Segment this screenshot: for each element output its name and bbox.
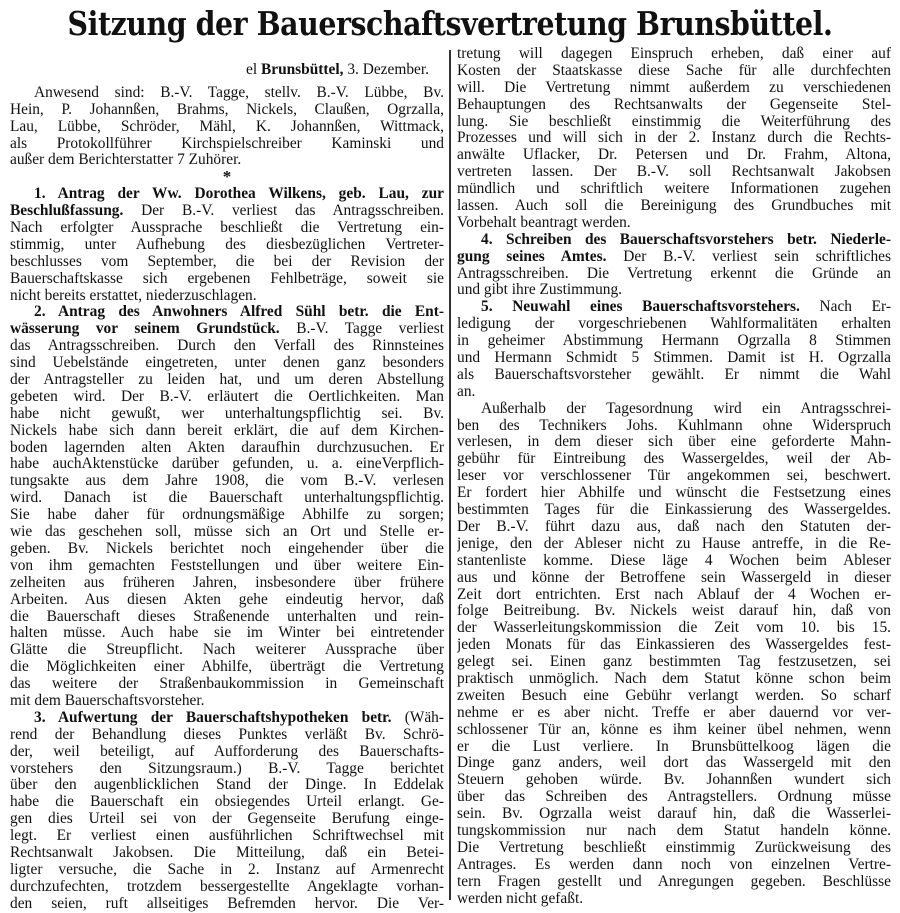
text-line: aus und könne der Betroffene sein Wassergeld in dieser bbox=[457, 569, 891, 586]
text-line bbox=[457, 299, 891, 316]
text-line: die Bauerschaft dieses Straßenende unterhalten und rein- bbox=[10, 608, 444, 625]
column-divider bbox=[449, 50, 451, 900]
item-heading: 3. Aufwertung der Bauerschaftshypotheken betr. bbox=[34, 709, 392, 726]
text-line: lassen. Auch soll die Bereinigung des Grundbuches mit bbox=[457, 198, 891, 215]
text-line: tungskommission nur nach dem Statut handeln könne. bbox=[457, 822, 891, 839]
text-line: außer dem Berichterstatter 7 Zuhörer. bbox=[10, 152, 242, 169]
text-line: beschlusses vom September, die bei der Revision der bbox=[10, 253, 444, 270]
text-line: sind Uebelstände eingetreten, unter denen ganz besonders bbox=[10, 355, 444, 372]
text-line: habe auchAktenstücke darüber gefunden, u. a. eineVerpflich- bbox=[10, 456, 444, 473]
paragraph bbox=[10, 186, 444, 304]
text-line: den seien, ruft allseitiges Befremden hervor. Die Ver- bbox=[10, 895, 444, 912]
item-heading: gung seines Amtes. bbox=[457, 248, 607, 265]
text-line: Kosten der Staatskasse diese Sache für alle durchfechten bbox=[457, 62, 891, 79]
text-line bbox=[457, 232, 891, 249]
text-line: sein. Bv. Ogrzalla weist darauf hin, daß die Wasserlei- bbox=[457, 806, 891, 823]
text-line: über das Schreiben des Antragstellers. Ordnung müsse bbox=[457, 789, 891, 806]
text-line: Arbeiten. Aus diesen Akten gehe eindeutig hervor, daß bbox=[10, 591, 444, 608]
text-line: habe nicht gewußt, wer unterhaltungspflichtig sei. Bv. bbox=[10, 405, 444, 422]
text-line: und gibt ihre Zustimmung. bbox=[457, 282, 623, 299]
paragraph bbox=[10, 85, 444, 169]
item-heading: 4. Schreiben des Bauerschaftsvorstehers betr. Niederle- bbox=[481, 231, 891, 248]
text-line: der, weil beteiligt, auf Aufforderung des Bauerschafts- bbox=[10, 743, 444, 760]
text-line: Nickels habe sich dann bereit erklärt, die auf dem Kirchen- bbox=[10, 422, 444, 439]
text-line: er die Lust verliere. In Brunsbüttelkoog lägen die bbox=[457, 738, 891, 755]
dateline-prefix: el bbox=[246, 61, 261, 78]
text-line: praktisch unmöglich. Nach dem Statut könne schon beim bbox=[457, 670, 891, 687]
text-line: Vorbehalt beantragt werden. bbox=[457, 214, 631, 231]
text-line: gebeten wird. Der B.-V. erläutert die Oertlichkeiten. Man bbox=[10, 388, 444, 405]
text-line: durchzufechten, trotzdem bessergestellte Angeklagte vorhan- bbox=[10, 878, 444, 895]
text-line: wie das geschehen soll, müsse sich an Ort und Stelle er- bbox=[10, 524, 444, 541]
text-line: ligter versuche, die Sache in 2. Instanz auf Armenrecht bbox=[10, 861, 444, 878]
text-line: anwälte Uflacker, Dr. Petersen und Dr. Frahm, Altona, bbox=[457, 147, 891, 164]
text-line: als Bauerschaftsvorsteher gewählt. Er nimmt die Wahl bbox=[457, 366, 891, 383]
text-line: Zeit dort entrichten. Erst nach Ablauf der 4 Wochen er- bbox=[457, 586, 891, 603]
text-line: zweiten Besuch eine Gebühr verlangt werden. So scharf bbox=[457, 687, 891, 704]
text-line bbox=[10, 321, 444, 338]
text-line: das weitere der Straßenbaukommission in Gemeinschaft bbox=[10, 676, 444, 693]
text-line bbox=[10, 186, 444, 203]
dateline-place: Brunsbüttel, bbox=[260, 61, 344, 78]
text-line: ledigung der vorgeschriebenen Wahlformalitäten erhalten bbox=[457, 316, 891, 333]
right-column bbox=[457, 46, 891, 907]
text-line: Außerhalb der Tagesordnung wird ein Antragsschrei- bbox=[481, 400, 891, 417]
text-line: bestimmten Tages für die Einkassierung des Wassergeldes. bbox=[457, 502, 891, 519]
text-line: halten müsse. Auch habe sie im Winter bei eintretender bbox=[10, 625, 444, 642]
paragraph bbox=[10, 304, 444, 709]
paragraph bbox=[457, 232, 891, 300]
item-heading: Beschlußfassung. bbox=[10, 203, 124, 220]
text-line: in geheimer Abstimmung Hermann Ogrzalla 8 Stimmen bbox=[457, 333, 891, 350]
text-line: gen dies Urteil sei von der Gegenseite Berufung einge- bbox=[10, 811, 444, 828]
dateline-date: 3. Dezember. bbox=[343, 61, 429, 78]
item-heading: 1. Antrag der Ww. Dorothea Wilkens, geb. Lau, zur bbox=[34, 186, 444, 203]
text-line: die Möglichkeiten einer Abhilfe, überträgt die Vertretung bbox=[10, 659, 444, 676]
text-line: das Antragsschreiben. Durch den Verfall des Rinnsteines bbox=[10, 338, 444, 355]
dateline bbox=[10, 62, 444, 79]
text-line: Antragsschreiben. Die Vertretung erkennt die Gründe an bbox=[457, 265, 891, 282]
text-line: wird. Danach ist die Bauerschaft unterhaltungspflichtig. bbox=[10, 490, 444, 507]
paragraph bbox=[457, 46, 891, 232]
text-line: mit dem Bauerschaftsvorsteher. bbox=[10, 692, 205, 709]
text-line: jenige, den der Ableser nicht zu Hause antreffe, in die Re- bbox=[457, 535, 891, 552]
text-line: Hein, P. Johannßen, Brahms, Nickels, Claußen, Ogrzalla, bbox=[10, 101, 444, 118]
text-line: werden nicht gefaßt. bbox=[457, 890, 584, 907]
text-line: Steuern gehoben würde. Bv. Johannßen wundert sich bbox=[457, 772, 891, 789]
text-line: als Protokollführer Kirchspielschreiber Kaminski und bbox=[10, 135, 444, 152]
text-line: Prozesses und will sich in der 2. Instanz durch die Rechts- bbox=[457, 130, 891, 147]
item-heading: 5. Neuwahl eines Bauerschaftsvorstehers. bbox=[481, 299, 800, 316]
text-line: Behauptungen des Rechtsanwalts der Gegenseite Stel- bbox=[457, 96, 891, 113]
text-line: Der B.-V. führt dazu aus, daß nach den Statuten der- bbox=[457, 518, 891, 535]
text-line bbox=[10, 304, 444, 321]
text-line: tretung will dagegen Einspruch erheben, daß einer auf bbox=[457, 46, 891, 62]
text-line: Nach erfolgter Aussprache beschließt die Vertretung ein- bbox=[10, 220, 444, 237]
item-heading: wässerung vor seinem Grundstück. bbox=[10, 321, 280, 338]
text-line: verlesen, in dem dieser sich über eine geforderte Mahn- bbox=[457, 434, 891, 451]
text-line: Dinge ganz anders, weil dort das Wassergeld mit den bbox=[457, 755, 891, 772]
section-separator: * bbox=[222, 167, 232, 187]
item-text: (Wäh- bbox=[391, 709, 444, 726]
text-line bbox=[457, 249, 891, 266]
left-column bbox=[10, 62, 444, 913]
text-line: folge Beitreibung. Bv. Nickels weist darauf hin, daß von bbox=[457, 603, 891, 620]
text-line: schlossener Tür an, könne es ihm keiner übel nehmen, wenn bbox=[457, 721, 891, 738]
text-line: an. bbox=[457, 383, 476, 400]
item-text: B.-V. Tagge verliest bbox=[279, 321, 444, 338]
text-line: Rechtsanwalt Jakobsen. Die Mitteilung, daß ein Betei- bbox=[10, 844, 444, 861]
paragraph bbox=[457, 401, 891, 908]
text-line: gebühr für Eintreibung des Wassergeldes, weil der Ab- bbox=[457, 451, 891, 468]
text-line bbox=[10, 710, 444, 727]
text-line: boden lagernden alten Akten daraufhin durchzusuchen. Er bbox=[10, 439, 444, 456]
text-line bbox=[10, 203, 444, 220]
text-line: nehme er es aber nicht. Treffe er aber dauernd vor ver- bbox=[457, 704, 891, 721]
text-line: der Antragsteller zu leiden hat, und um deren Abstellung bbox=[10, 372, 444, 389]
text-line: Die Vertretung beschließt einstimmig Zurückweisung des bbox=[457, 839, 891, 856]
text-line: Glätte die Streupflicht. Nach weiterer Aussprache über bbox=[10, 642, 444, 659]
item-text: Nach Er- bbox=[799, 299, 891, 316]
text-line: Antrages. Es werden dann noch von einzelnen Vertre- bbox=[457, 856, 891, 873]
text-line: tungsakte aus dem Jahre 1908, die vom B.-V. verlesen bbox=[10, 473, 444, 490]
text-line: Bauerschaftskasse sich ergebenen Fehlbeträge, soweit sie bbox=[10, 270, 444, 287]
text-line: nicht bereits erstattet, niederzuschlagen. bbox=[10, 287, 257, 304]
text-line: vertreten lassen. Der B.-V. soll Rechtsanwalt Jakobsen bbox=[457, 164, 891, 181]
item-text: Der B.-V. verliest sein schriftliches bbox=[606, 248, 891, 265]
paragraph bbox=[457, 299, 891, 400]
text-line: der Wasserleitungskommission die Zeit vom 10. bis 15. bbox=[457, 620, 891, 637]
text-line: leser vor verschlossener Tür angekommen sei, beschwert. bbox=[457, 468, 891, 485]
text-line: stimmig, unter Aufhebung des diesbezüglichen Vertreter- bbox=[10, 236, 444, 253]
text-line: habe die Bauerschaft ein obsiegendes Urteil erlangt. Ge- bbox=[10, 794, 444, 811]
text-line: vorstehers den Sitzungsraum.) B.-V. Tagge berichtet bbox=[10, 760, 444, 777]
text-line: Er fordert hier Abhilfe und wünscht die Festsetzung eines bbox=[457, 485, 891, 502]
text-line: und Hermann Schmidt 5 Stimmen. Damit ist H. Ogrzalla bbox=[457, 350, 891, 367]
text-line: legt. Er verliest einen ausführlichen Schriftwechsel mit bbox=[10, 828, 444, 845]
text-line: zelheiten aus früheren Jahren, insbesondere über frühere bbox=[10, 574, 444, 591]
text-line: über den augenblicklichen Stand der Dinge. In Eddelak bbox=[10, 777, 444, 794]
text-line: lung. Sie beschließt einstimmig die Weiterführung des bbox=[457, 113, 891, 130]
text-line: geben. Bv. Nickels berichtet noch eingehender über die bbox=[10, 540, 444, 557]
article-title: Sitzung der Bauerschaftsvertretung Brunsbüttel. bbox=[67, 4, 833, 43]
text-line: mündlich und schriftlich weitere Informationen zugehen bbox=[457, 181, 891, 198]
text-line: ben des Technikers Johs. Kuhlmann ohne Widerspruch bbox=[457, 417, 891, 434]
text-line: Anwesend sind: B.-V. Tagge, stellv. B.-V. Lübbe, Bv. bbox=[34, 84, 444, 101]
text-line: Sie habe daher für ordnungsmäßige Abhilfe zu sorgen; bbox=[10, 507, 444, 524]
text-line: rend der Behandlung dieses Punktes verläßt Bv. Schrö- bbox=[10, 726, 444, 743]
text-line: stantenliste komme. Diese läge 4 Wochen beim Ableser bbox=[457, 552, 891, 569]
text-line: jeden Monats für das Einkassieren des Wassergeldes fest- bbox=[457, 637, 891, 654]
text-line: von ihm gemachten Feststellungen und über weitere Ein- bbox=[10, 557, 444, 574]
text-line: gelegt sei. Einen ganz bestimmten Tag festzusetzen, sei bbox=[457, 654, 891, 671]
text-line: Lau, Lübbe, Schröder, Mähl, K. Johannßen, Wittmack, bbox=[10, 118, 444, 135]
paragraph bbox=[10, 710, 444, 913]
text-line: will. Die Vertretung nimmt außerdem zu verschiedenen bbox=[457, 79, 891, 96]
item-heading: 2. Antrag des Anwohners Alfred Sühl betr. die Ent- bbox=[34, 304, 444, 321]
item-text: Der B.-V. verliest das Antragsschreiben. bbox=[123, 203, 444, 220]
text-line: tern Fragen gestellt und Anregungen gegeben. Beschlüsse bbox=[457, 873, 891, 890]
